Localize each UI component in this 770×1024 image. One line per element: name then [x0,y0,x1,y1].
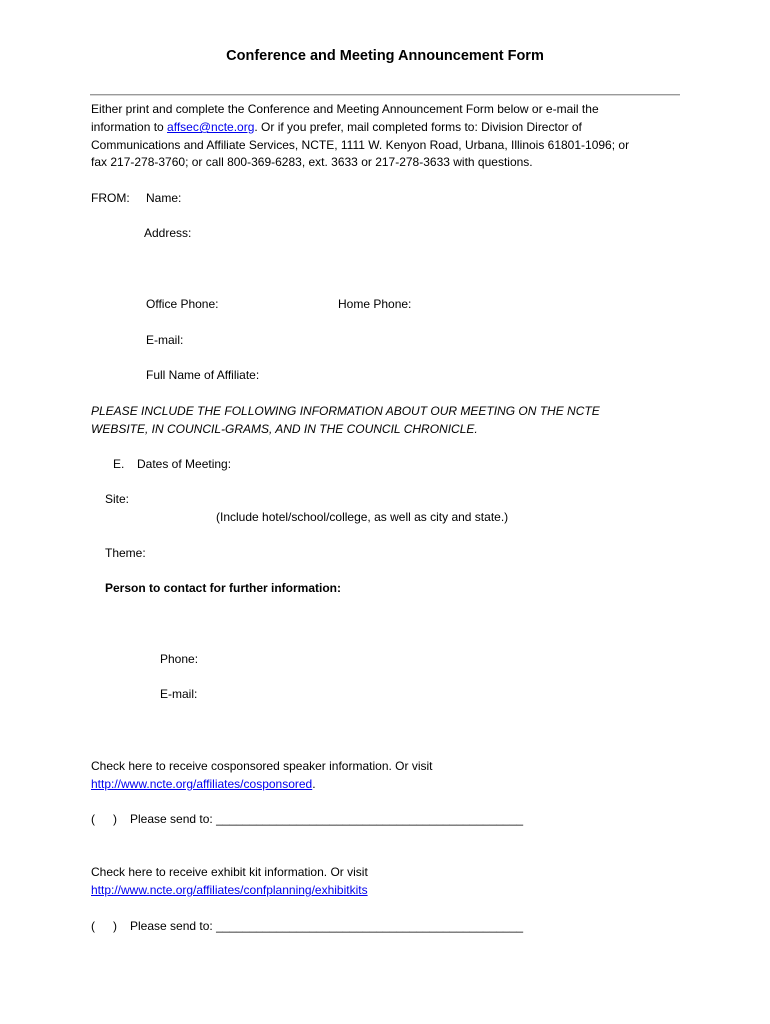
home-phone-label: Home Phone: [338,297,412,311]
exhibit-checkbox-close[interactable]: ) [113,919,117,933]
contact-phone-label: Phone: [160,652,199,666]
cosponsored-checkbox-open[interactable]: ( [91,812,95,826]
page-title: Conference and Meeting Announcement Form [226,48,544,64]
affiliate-name-label: Full Name of Affiliate: [146,368,260,382]
cosponsored-link-suffix: . [312,777,316,791]
site-hint: (Include hotel/school/college, as well as city and state.) [216,510,509,524]
cosponsored-send-label: Please send to: [130,812,213,826]
exhibit-checkbox-open[interactable]: ( [91,919,95,933]
email-link[interactable]: affsec@ncte.org [167,120,255,134]
intro-line-2 [91,119,582,136]
from-email-label: E-mail: [146,333,184,347]
contact-email-label: E-mail: [160,687,198,701]
title-divider [90,94,680,96]
exhibit-send-blank[interactable]: ______________________________________________ [216,919,524,933]
theme-label: Theme: [105,546,146,560]
from-label: FROM: [91,191,130,205]
dates-of-meeting-label: Dates of Meeting: [137,457,232,471]
address-label: Address: [144,226,192,240]
intro-line-1: Either print and complete the Conference and Meeting Announcement Form below or e-mail the [91,102,599,116]
cosponsored-send-to [130,811,523,828]
site-label: Site: [105,492,130,506]
intro-line-2-prefix: information to [91,120,168,134]
cosponsored-link-line [91,776,316,793]
name-label: Name: [146,191,182,205]
office-phone-label: Office Phone: [146,297,219,311]
cosponsored-send-blank[interactable]: ______________________________________________ [216,812,524,826]
cosponsored-text: Check here to receive cosponsored speaker information. Or visit [91,759,433,773]
exhibit-link[interactable]: http://www.ncte.org/affiliates/confplanning/exhibitkits [91,883,368,897]
exhibit-link-line [91,882,368,899]
intro-line-3: Communications and Affiliate Services, NCTE, 1111 W. Kenyon Road, Urbana, Illinois 61801-1096; or [91,138,630,152]
instruction-line-2: WEBSITE, IN COUNCIL-GRAMS, AND IN THE COUNCIL CHRONICLE. [91,422,478,436]
dates-marker: E. [113,457,125,471]
contact-heading: Person to contact for further information: [105,581,342,595]
intro-line-2-suffix: . Or if you prefer, mail completed forms to: Division Director of [254,120,582,134]
instruction-line-1: PLEASE INCLUDE THE FOLLOWING INFORMATION ABOUT OUR MEETING ON THE NCTE [91,404,600,418]
exhibit-send-to [130,918,523,935]
exhibit-send-label: Please send to: [130,919,213,933]
intro-line-4: fax 217-278-3760; or call 800-369-6283, ext. 3633 or 217-278-3633 with questions. [91,155,533,169]
exhibit-text: Check here to receive exhibit kit information. Or visit [91,865,368,879]
cosponsored-link[interactable]: http://www.ncte.org/affiliates/cosponsored [91,777,313,791]
cosponsored-checkbox-close[interactable]: ) [113,812,117,826]
